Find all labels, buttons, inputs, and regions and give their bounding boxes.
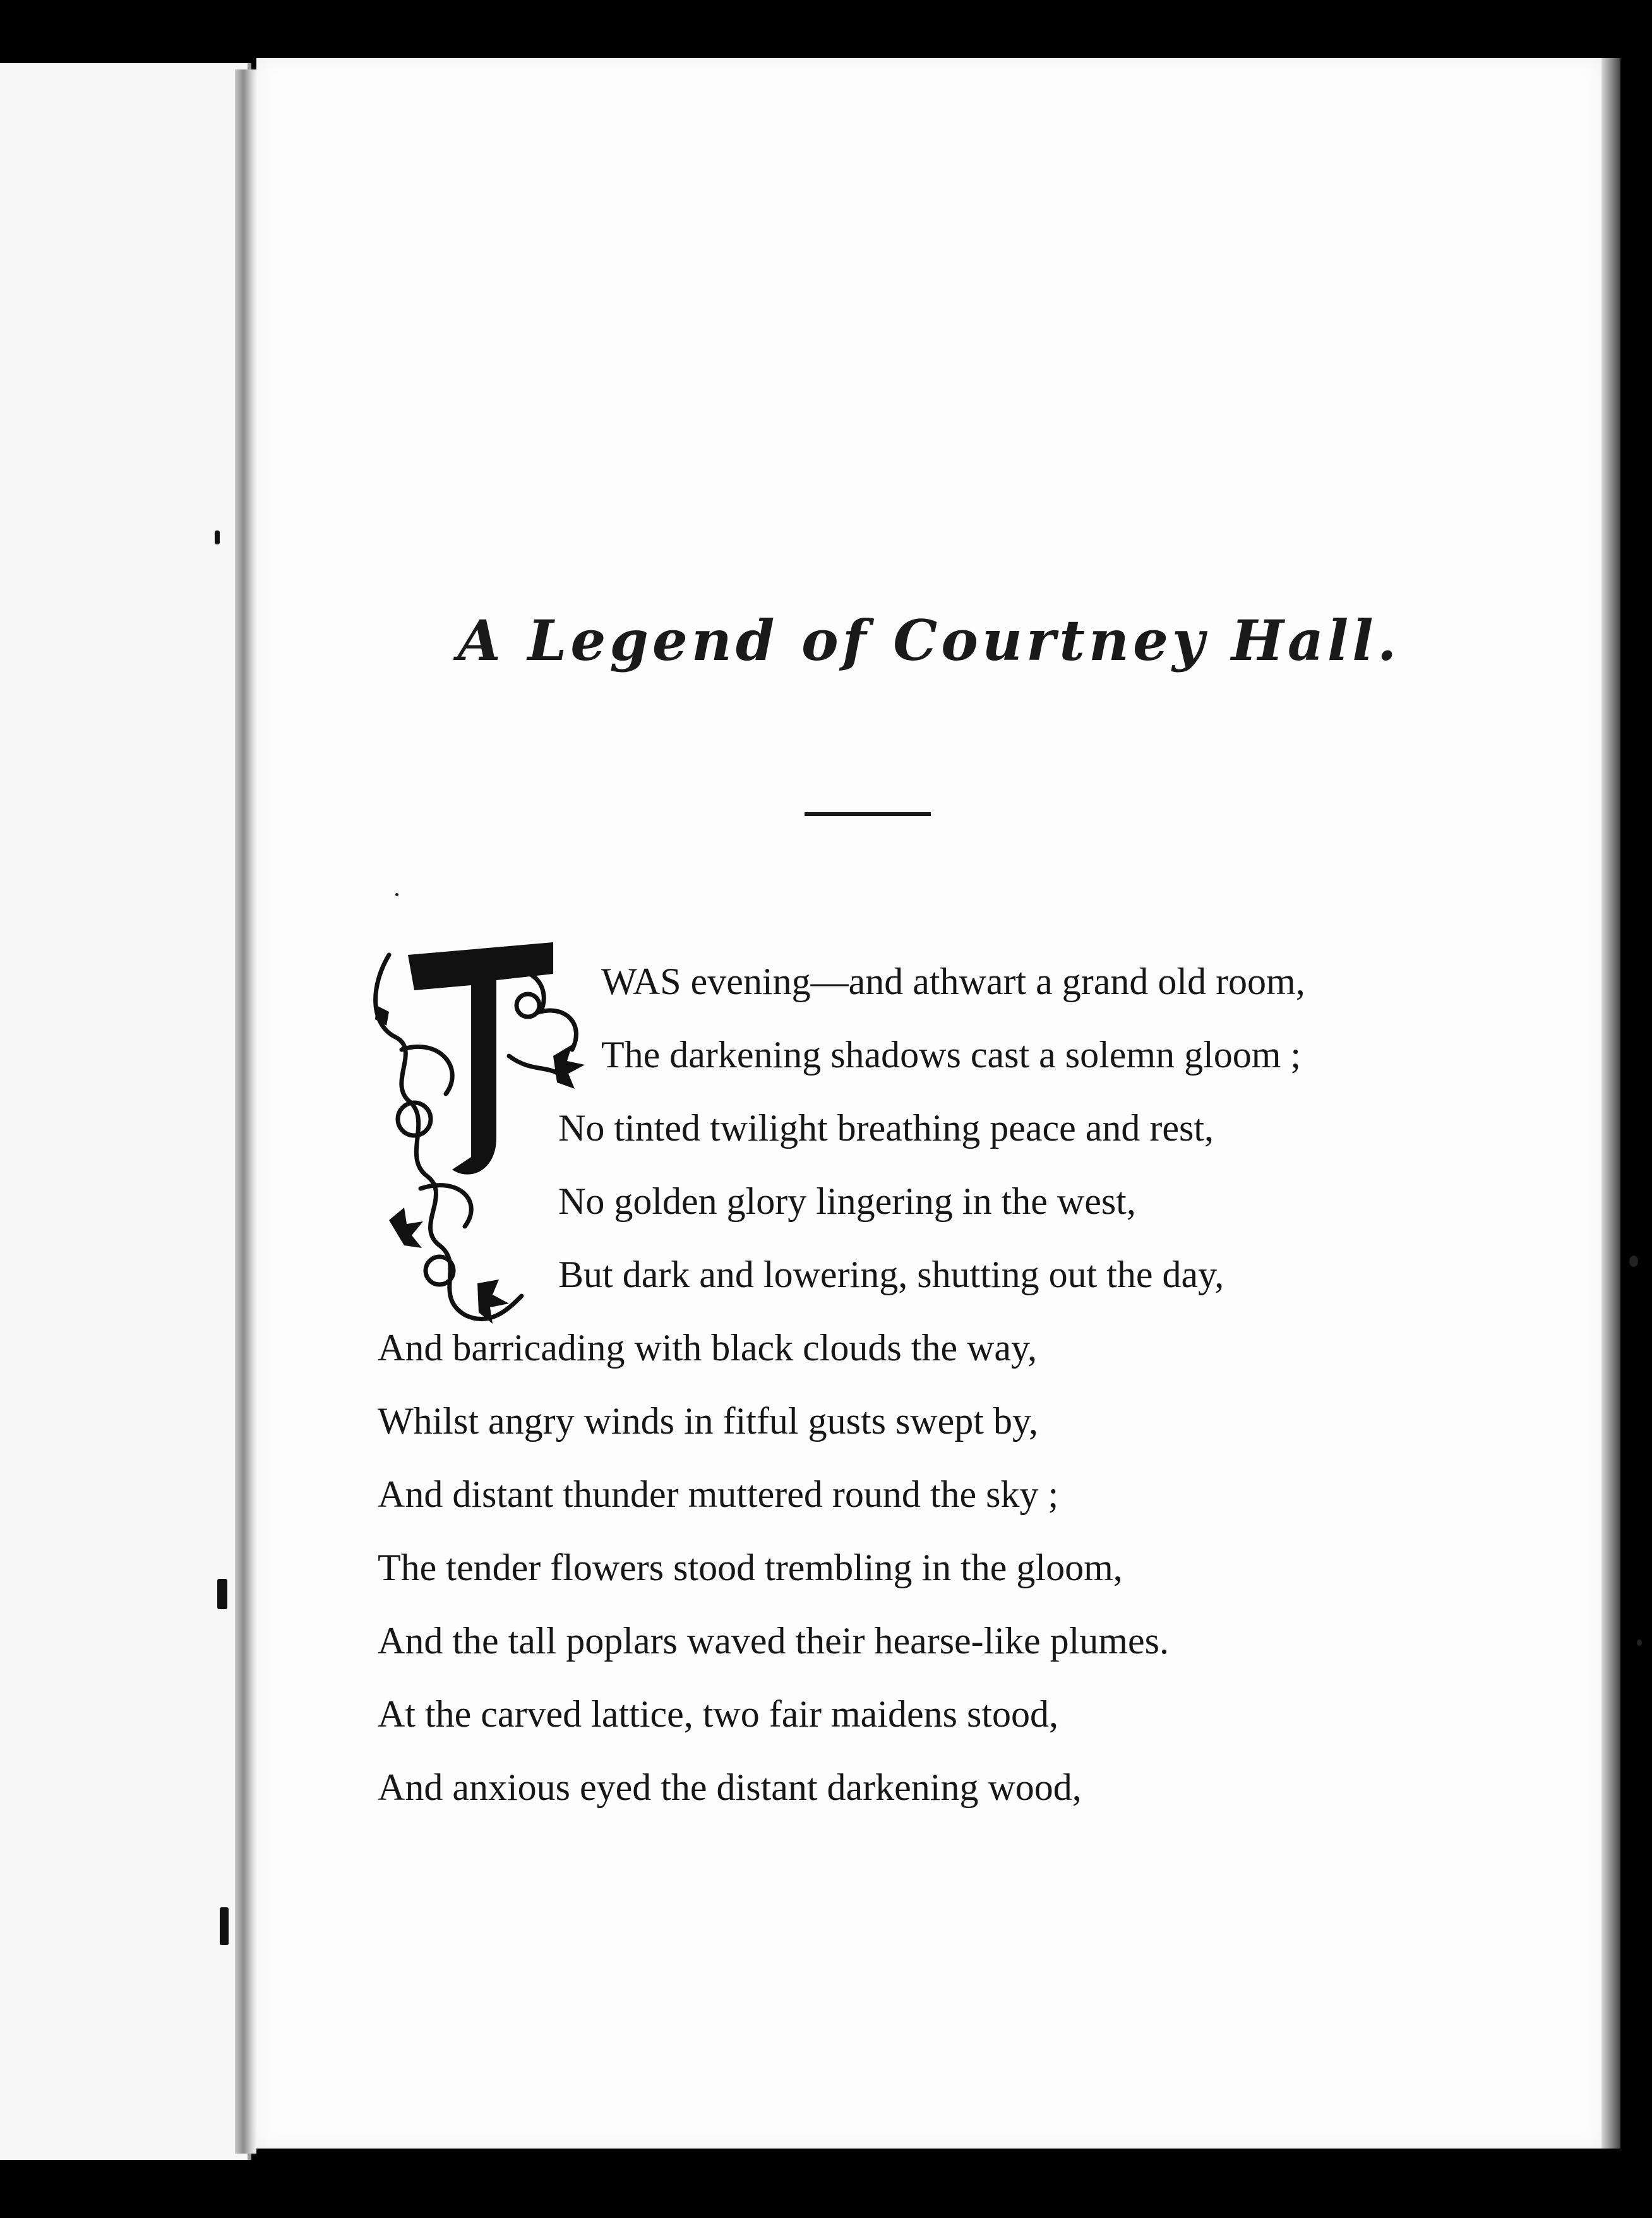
poem-line: At the carved lattice, two fair maidens stood, bbox=[378, 1693, 1058, 1735]
paper-speck bbox=[395, 893, 398, 896]
poem-line: The tender flowers stood trembling in the gloom, bbox=[378, 1547, 1123, 1588]
book-page bbox=[256, 58, 1601, 2149]
poem-line: Whilst angry winds in fitful gusts swept by, bbox=[378, 1400, 1039, 1442]
poem-line: The darkening shadows cast a solemn gloom ; bbox=[601, 1034, 1302, 1076]
poem-line: No golden glory lingering in the west, bbox=[558, 1180, 1136, 1222]
margin-mark bbox=[215, 531, 220, 544]
paper-speck bbox=[1637, 1640, 1642, 1646]
margin-mark bbox=[220, 1907, 229, 1945]
poem-text bbox=[256, 58, 1601, 2149]
facing-page-left bbox=[0, 63, 251, 2160]
poem-line: And the tall poplars waved their hearse-like plumes. bbox=[378, 1620, 1169, 1662]
page-edge-right bbox=[1601, 58, 1620, 2149]
poem-line: But dark and lowering, shutting out the day, bbox=[558, 1254, 1224, 1295]
poem-line: And distant thunder muttered round the sky ; bbox=[378, 1473, 1059, 1515]
poem-line: And anxious eyed the distant darkening wood, bbox=[378, 1766, 1082, 1808]
margin-mark bbox=[217, 1579, 227, 1609]
paper-speck bbox=[1629, 1256, 1638, 1267]
page-title: A Legend of Courtney Hall. bbox=[457, 608, 1401, 673]
binding-gutter bbox=[235, 69, 256, 2154]
poem-line: WAS evening—and athwart a grand old room, bbox=[601, 961, 1305, 1002]
poem-line: And barricading with black clouds the way, bbox=[378, 1327, 1038, 1369]
poem-line: No tinted twilight breathing peace and rest, bbox=[558, 1107, 1214, 1149]
